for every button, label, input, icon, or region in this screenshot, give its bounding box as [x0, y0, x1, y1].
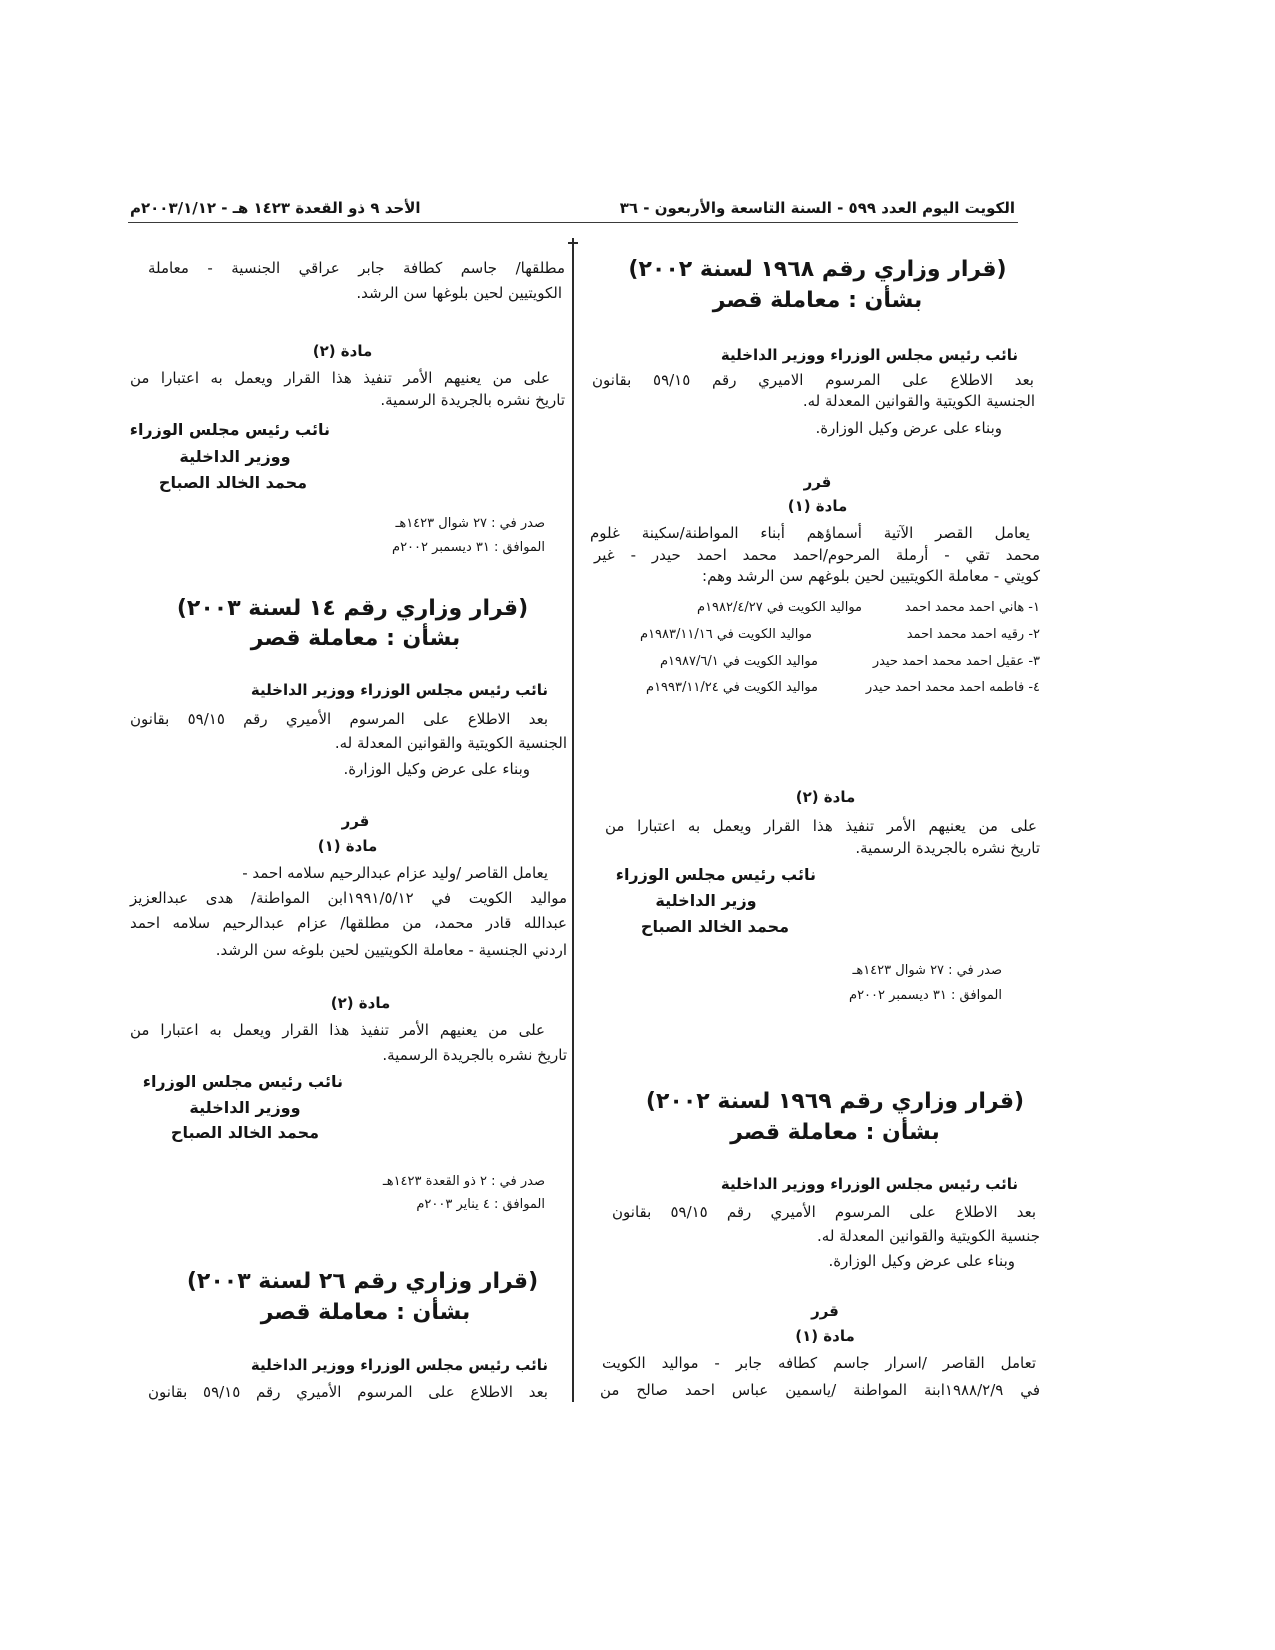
decision-issuer: نائب رئيس مجلس الوزراء ووزير الداخلية [720, 346, 1018, 364]
article-line: محمد تقي - أرملة المرحوم/احمد محمد احمد حيدر - غير [594, 546, 1040, 564]
preamble-line: وبناء على عرض وكيل الوزارة. [343, 760, 530, 778]
minor-name: ٤- فاطمه احمد محمد احمد حيدر [865, 680, 1040, 695]
minor-birth: مواليد الكويت في ١٩٨٢/٤/٢٧م [697, 600, 862, 615]
article-line: تعامل القاصر /اسرار جاسم كطافه جابر - مواليد الكويت [602, 1354, 1036, 1372]
signature-line: نائب رئيس مجلس الوزراء [129, 420, 330, 439]
article-line: تاريخ نشره بالجريدة الرسمية. [855, 839, 1040, 857]
article-heading: مادة (١) [317, 837, 378, 855]
issued-date: صدر في : ٢٧ شوال ١٤٢٣هـ [852, 963, 1002, 978]
decided-heading: قرر [803, 473, 832, 491]
decided-heading: قرر [341, 812, 370, 830]
preamble-line: وبناء على عرض وكيل الوزارة. [815, 419, 1002, 437]
preamble-line: بعد الاطلاع على المرسوم الأميري رقم ٥٩/١٥ بقانون [130, 710, 548, 728]
preamble-line: بعد الاطلاع على المرسوم الاميري رقم ٥٩/١٥ بقانون [592, 371, 1034, 389]
preamble-line: بعد الاطلاع على المرسوم الأميري رقم ٥٩/١٥ بقانون [148, 1383, 548, 1401]
preamble-line: الجنسية الكويتية والقوانين المعدلة له. [802, 392, 1035, 410]
signature-line: محمد الخالد الصباح [170, 1123, 320, 1142]
decision-issuer: نائب رئيس مجلس الوزراء ووزير الداخلية [250, 1356, 548, 1374]
signature-line: محمد الخالد الصباح [158, 473, 308, 492]
signature-line: وزير الداخلية [655, 891, 757, 910]
decision-subject: بشأن : معاملة قصر [260, 1300, 471, 1325]
decided-heading: قرر [811, 1302, 839, 1320]
issued-date: صدر في : ٢ ذو القعدة ١٤٢٣هـ [382, 1174, 545, 1189]
decision-title: (قرار وزاري رقم ١٤ لسنة ٢٠٠٣) [176, 596, 529, 621]
article-line: اردني الجنسية - معاملة الكويتيين لحين بلوغه سن الرشد. [215, 941, 567, 959]
minor-name: ١- هاني احمد محمد احمد [904, 600, 1040, 615]
signature-line: نائب رئيس مجلس الوزراء [615, 865, 816, 884]
decision-subject: بشأن : معاملة قصر [730, 1120, 940, 1145]
article-line: مطلقها/ جاسم كطافة جابر عراقي الجنسية - معاملة [148, 259, 565, 277]
article-line: على من يعنيهم الأمر تنفيذ هذا القرار ويعمل به اعتبارا من [130, 369, 550, 387]
header-date: الأحد ٩ ذو القعدة ١٤٢٣ هـ - ٢٠٠٣/١/١٢م [130, 199, 421, 217]
signature-line: محمد الخالد الصباح [640, 917, 790, 936]
article-line: يعامل القاصر /وليد عزام عبدالرحيم سلامه احمد - [242, 864, 548, 882]
article-heading: مادة (٢) [312, 342, 373, 360]
minor-name: ٢- رقيه احمد محمد احمد [906, 627, 1040, 642]
divider-cross-mark [568, 242, 578, 244]
issued-date: صدر في : ٢٧ شوال ١٤٢٣هـ [395, 516, 545, 531]
minor-name: ٣- عقيل احمد محمد احمد حيدر [872, 654, 1040, 669]
decision-title: (قرار وزاري رقم ١٩٦٩ لسنة ٢٠٠٢) [645, 1089, 1025, 1114]
minor-birth: مواليد الكويت في ١٩٨٣/١١/١٦م [640, 627, 812, 642]
decision-issuer: نائب رئيس مجلس الوزراء ووزير الداخلية [250, 681, 548, 699]
article-line: على من يعنيهم الأمر تنفيذ هذا القرار ويعمل به اعتبارا من [605, 817, 1037, 835]
article-line: عبدالله قادر محمد، من مطلقها/ عزام عبدالرحيم سلامه احمد [130, 914, 567, 932]
minor-birth: مواليد الكويت في ١٩٩٣/١١/٢٤م [646, 680, 818, 695]
signature-line: نائب رئيس مجلس الوزراء [142, 1072, 343, 1091]
header-issue: الكويت اليوم العدد ٥٩٩ - السنة التاسعة والأربعون - ٣٦ [619, 199, 1015, 217]
article-line: يعامل القصر الآتية أسماؤهم أبناء المواطنة/سكينة غلوم [590, 524, 1030, 542]
article-line: على من يعنيهم الأمر تنفيذ هذا القرار ويعمل به اعتبارا من [130, 1021, 545, 1039]
corresponding-date: الموافق : ٤ يناير ٢٠٠٣م [416, 1197, 545, 1212]
corresponding-date: الموافق : ٣١ ديسمبر ٢٠٠٢م [849, 988, 1002, 1003]
signature-line: ووزير الداخلية [179, 447, 291, 466]
article-line: كويتي - معاملة الكويتيين لحين بلوغهم سن الرشد وهم: [702, 567, 1040, 585]
corresponding-date: الموافق : ٣١ ديسمبر ٢٠٠٢م [392, 540, 545, 555]
header-rule [128, 222, 1018, 223]
decision-subject: بشأن : معاملة قصر [250, 626, 461, 651]
minor-birth: مواليد الكويت في ١٩٨٧/٦/١م [659, 654, 818, 669]
preamble-line: وبناء على عرض وكيل الوزارة. [828, 1252, 1015, 1270]
preamble-line: جنسية الكويتية والقوانين المعدلة له. [817, 1227, 1040, 1245]
signature-line: ووزير الداخلية [189, 1098, 301, 1117]
article-line: في ١٩٨٨/٢/٩ابنة المواطنة /ياسمين عباس احمد صالح من [600, 1381, 1040, 1399]
article-line: مواليد الكويت في ١٩٩١/٥/١٢ابن المواطنة/ هدى عبدالعزيز [130, 889, 567, 907]
decision-subject: بشأن : معاملة قصر [712, 288, 923, 313]
article-heading: مادة (٢) [795, 788, 856, 806]
decision-title: (قرار وزاري رقم ٢٦ لسنة ٢٠٠٣) [186, 1269, 539, 1294]
article-heading: مادة (١) [795, 1327, 855, 1345]
decision-issuer: نائب رئيس مجلس الوزراء ووزير الداخلية [720, 1175, 1018, 1193]
decision-title: (قرار وزاري رقم ١٩٦٨ لسنة ٢٠٠٢) [628, 257, 1007, 282]
article-line: تاريخ نشره بالجريدة الرسمية. [382, 1046, 567, 1064]
preamble-line: بعد الاطلاع على المرسوم الأميري رقم ٥٩/١٥ بقانون [612, 1203, 1036, 1221]
article-heading: مادة (٢) [330, 994, 391, 1012]
preamble-line: الجنسية الكويتية والقوانين المعدلة له. [334, 734, 567, 752]
article-line: تاريخ نشره بالجريدة الرسمية. [380, 391, 565, 409]
article-heading: مادة (١) [787, 497, 848, 515]
article-line: الكويتيين لحين بلوغها سن الرشد. [356, 284, 562, 302]
